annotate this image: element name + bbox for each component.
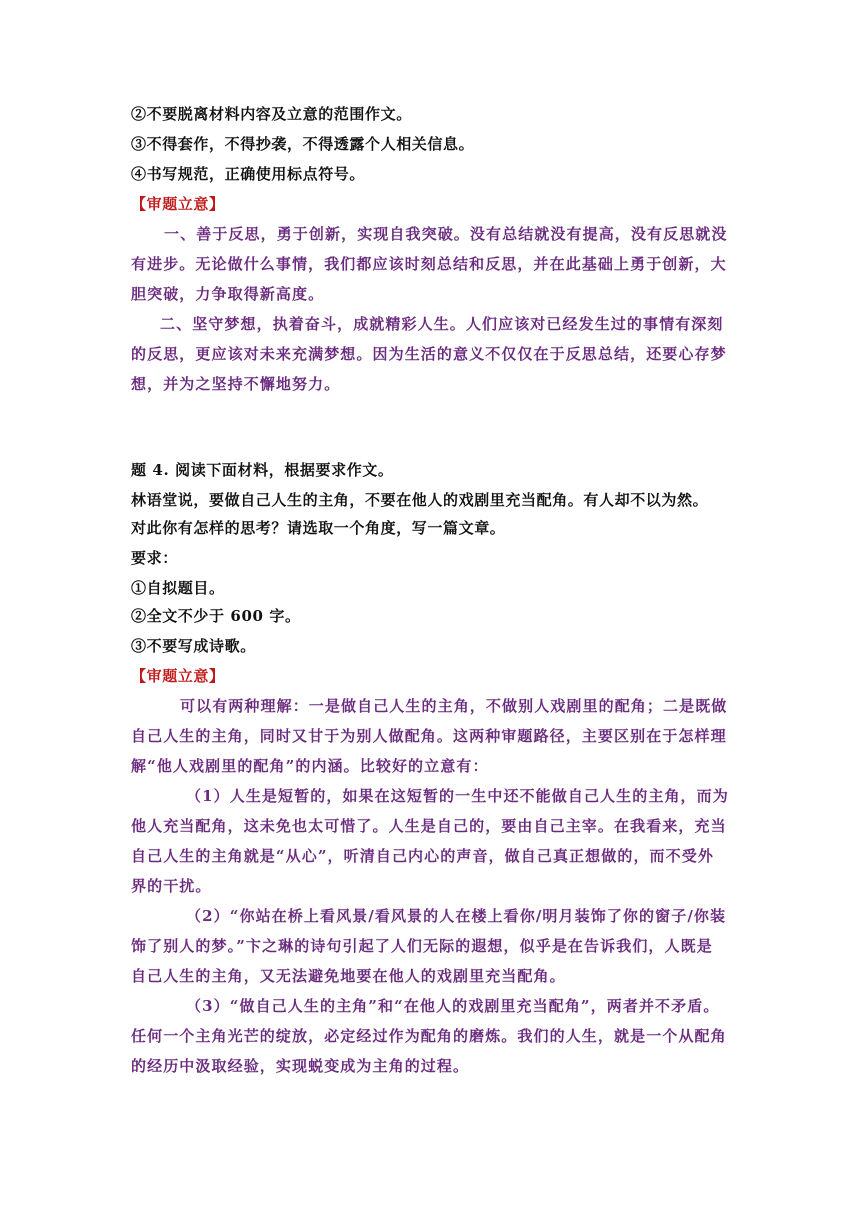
paragraph-line: 自己人生的主角就是“从心”，听清自己内心的声音，做自己真正想做的，而不受外 xyxy=(131,847,714,865)
paragraph-line: 一、善于反思，勇于创新，实现自我突破。没有总结就没有提高，没有反思就没 xyxy=(164,225,728,243)
paragraph-line: 任何一个主角光芒的绽放，必定经过作为配角的磨炼。我们的人生，就是一个从配角 xyxy=(131,1027,727,1045)
paragraph-line: （1）人生是短暂的，如果在这短暂的一生中还不能做自己人生的主角，而为 xyxy=(186,787,729,805)
requirement-item-4: ④书写规范，正确使用标点符号。 xyxy=(131,165,366,183)
paragraph-line: 二、坚守梦想，执着奋斗，成就精彩人生。人们应该对已经发生过的事情有深刻 xyxy=(160,315,724,333)
paragraph-line: 解“他人戏剧里的配角”的内涵。比较好的立意有： xyxy=(131,757,489,775)
paragraph-line: 想，并为之坚持不懈地努力。 xyxy=(131,375,341,393)
material-line: 林语堂说，要做自己人生的主角，不要在他人的戏剧里充当配角。有人却不以为然。 xyxy=(131,491,709,509)
paragraph-line: （3）“做自己人生的主角”和“在他人的戏剧里充当配角”，两者并不矛盾。 xyxy=(186,997,720,1015)
paragraph-line: 可以有两种理解：一是做自己人生的主角，不做别人戏剧里的配角；二是既做 xyxy=(180,697,728,715)
section-heading-topic: 【审题立意】 xyxy=(131,195,225,213)
paragraph-line: 自己人生的主角，又无法避免地要在他人的戏剧里充当配角。 xyxy=(131,967,566,985)
paragraph-line: 界的干扰。 xyxy=(131,877,212,895)
question-title: 题 4. 阅读下面材料，根据要求作文。 xyxy=(131,461,394,479)
paragraph-line: 胆突破，力争取得新高度。 xyxy=(131,285,325,303)
requirement-item-2: ②不要脱离材料内容及立意的范围作文。 xyxy=(131,105,412,123)
paragraph-line: 有进步。无论做什么事情，我们都应该时刻总结和反思，并在此基础上勇于创新，大 xyxy=(131,255,727,273)
requirement-item-3: ③不得套作，不得抄袭，不得透露个人相关信息。 xyxy=(131,135,475,153)
requirement-item: ②全文不少于 600 字。 xyxy=(131,607,301,625)
paragraph-line: 自己人生的主角，同时又甘于为别人做配角。这两种审题路径，主要区别在于怎样理 xyxy=(131,727,727,745)
material-line: 对此你有怎样的思考？请选取一个角度，写一篇文章。 xyxy=(131,519,506,537)
paragraph-line: 饰了别人的梦。”卞之琳的诗句引起了人们无际的遐想，似乎是在告诉我们，人既是 xyxy=(131,937,713,955)
requirements-label: 要求： xyxy=(131,549,178,567)
paragraph-line: 的反思，更应该对未来充满梦想。因为生活的意义不仅仅在于反思总结，还要心存梦 xyxy=(131,345,727,363)
paragraph-line: 他人充当配角，这未免也太可惜了。人生是自己的，要由自己主宰。在我看来，充当 xyxy=(131,817,727,835)
section-heading-topic: 【审题立意】 xyxy=(131,667,225,685)
requirement-item: ③不要写成诗歌。 xyxy=(131,637,256,655)
paragraph-line: 的经历中汲取经验，实现蜕变成为主角的过程。 xyxy=(131,1057,470,1075)
paragraph-line: （2）“你站在桥上看风景/看风景的人在楼上看你/明月装饰了你的窗子/你装 xyxy=(186,907,727,925)
requirement-item: ①自拟题目。 xyxy=(131,579,225,597)
